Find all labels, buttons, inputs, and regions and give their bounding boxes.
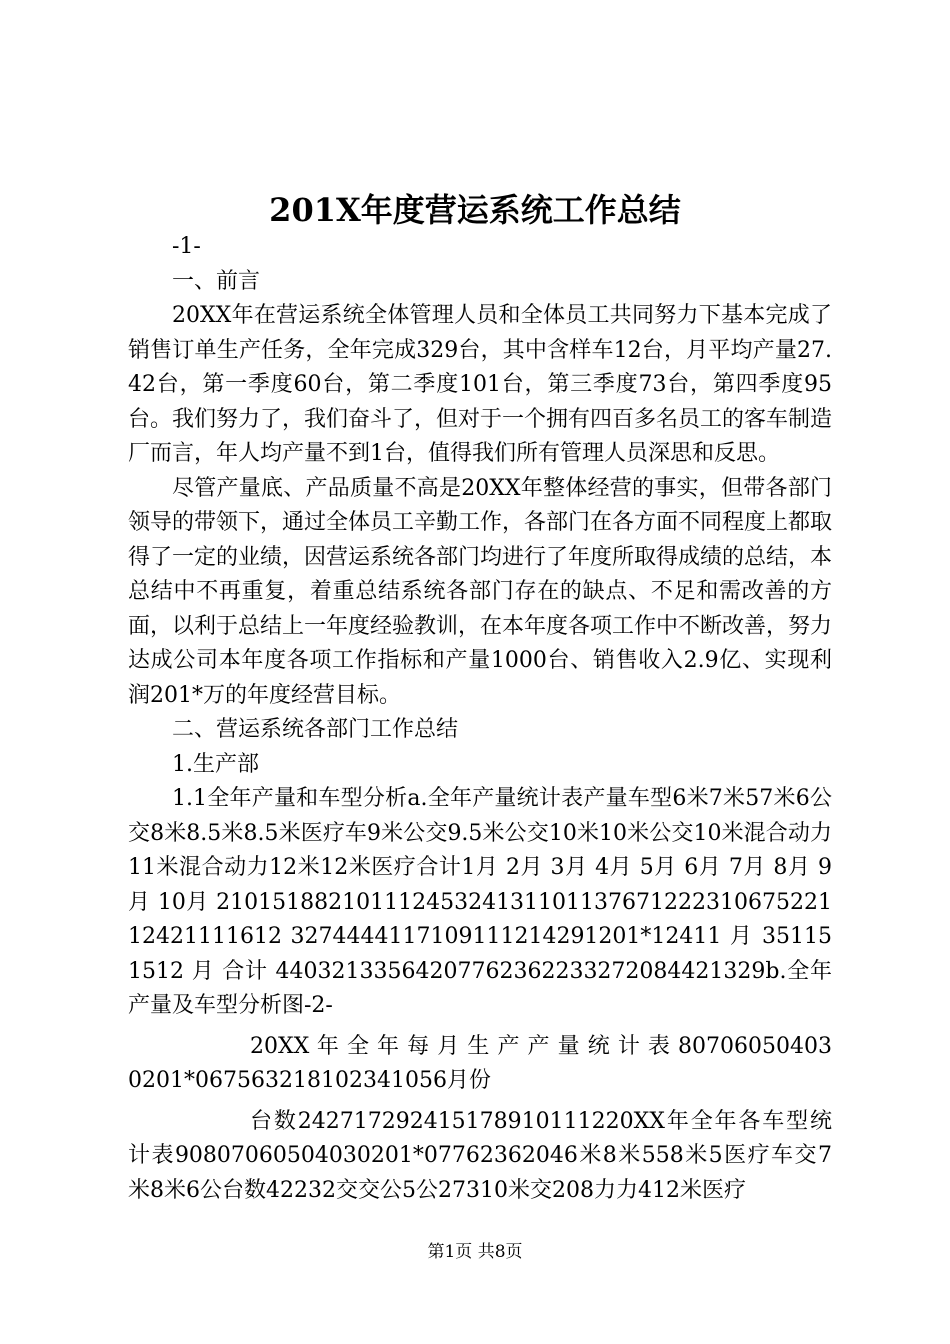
paragraph-model-chart: 台数242717292415178910111220XX年全年各车型统计表90807060504030201*07762362046米8米558米5医疗车交7米8米6公台数42232交交公5公27310米交208力力412米医疗 [128, 1108, 832, 1203]
paragraph-production-stats: 1.1全年产量和车型分析a.全年产量统计表产量车型6米7米57米6公交8米8.5米8.5米医疗车9米公交9.5米公交10米10米公交10米混合动力11米混合动力12米12米医疗合计1月 2月 3月 4月 5月 6月 7月 8月 9月 10月 2101518821011124532413110113767122231067522112421111612 3274444117109111214291201*12411 月 351151512 月 合计 440321335642077623622332720844213​29b.全年产量及车型分析图-2- [128, 786, 832, 1018]
document-body [128, 230, 832, 1208]
paragraph-goals: 尽管产量底、产品质量不高是20XX年整体经营的事实，但带各部门领导的带领下，通过全体员工辛勤工作，各部门在各方面不同程度上都取得了一定的业绩，因营运系统各部门均进行了年度所取得成绩的总结，本总结中不再重复，着重总结系统各部门存在的缺点、不足和需改善的方面，以利于总结上一年度经验教训，在本年度各项工作中不断改善，努力达成公司本年度各项工作指标和产量1000台、销售收入2.9亿、实现利润201*万的年度经营目标。 [128, 475, 833, 708]
document-title: 201X年度营运系统工作总结 [269, 191, 681, 229]
paragraph-monthly-chart: 20XX 年 全 年 每 月 生 产 产 量 统 计 表 807060504030201*067563218102341056月份 [128, 1033, 832, 1093]
page-footer: 第1页 共8页 [427, 1242, 523, 1262]
subsection-heading-production: 1.生产部 [172, 751, 259, 777]
page-marker: -1- [172, 234, 201, 259]
section-heading-departments: 二、营运系统各部门工作总结 [172, 717, 459, 742]
paragraph-summary: 20XX年在营运系统全体管理人员和全体员工共同努力下基本完成了销售订单生产任务，全年完成329台，其中含样车12台，月平均产量27.42台，第一季度60台，第二季度101台，第三季度73台，第四季度95台。我们努力了，我们奋斗了，但对于一个拥有四百多名员工的客车制造厂而言，年人均产量不到1台，值得我们所有管理人员深思和反思。 [128, 303, 833, 466]
section-heading-preface: 一、前言 [172, 268, 261, 294]
